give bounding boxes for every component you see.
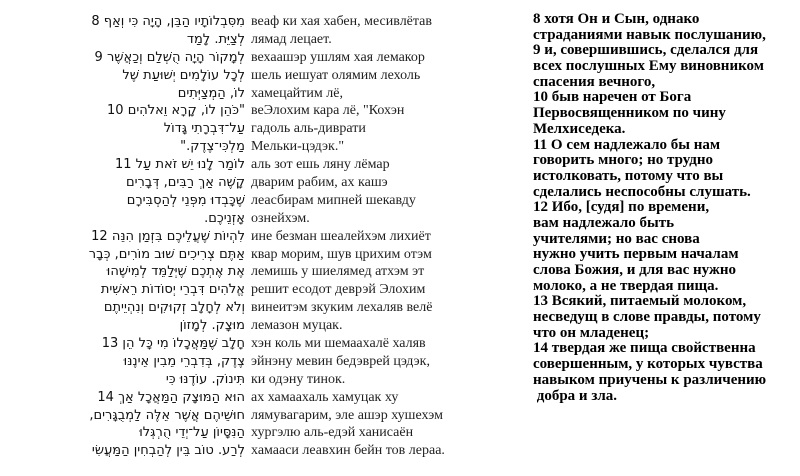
hebrew-line xyxy=(0,442,245,460)
russian-line: учителями; но вас снова xyxy=(533,230,700,247)
hebrew-word: 10 xyxy=(107,103,124,119)
hebrew-line xyxy=(0,174,245,192)
russian-line: 14 твердая же пища свойственна xyxy=(533,340,756,357)
hebrew-word: דְּבָרִים xyxy=(125,175,160,191)
russian-line: спасения вечного, xyxy=(533,73,656,90)
text-row xyxy=(0,371,530,389)
hebrew-word: שֶׁיְּלַמֵּד xyxy=(151,264,187,280)
hebrew-word: אַךְ xyxy=(118,389,134,405)
hebrew-word: וְאַף xyxy=(103,14,125,29)
hebrew-line xyxy=(0,317,245,335)
text-row xyxy=(0,49,530,67)
text-row xyxy=(0,156,530,174)
transliteration-line: лемишь у шиелямед атхэм эт xyxy=(251,264,425,280)
text-row xyxy=(0,389,530,407)
hebrew-word: קָשֶׁה xyxy=(218,175,245,191)
hebrew-word: בִּזְמַן xyxy=(138,228,163,244)
hebrew-word: מִי xyxy=(157,336,169,352)
text-row xyxy=(0,67,530,85)
text-row xyxy=(0,228,530,246)
russian-line: 13 Всякий, питаемый молоком, xyxy=(533,293,747,310)
hebrew-word: וְנִהְיֵיתֶם xyxy=(103,300,145,316)
hebrew-word: לְחָלָב xyxy=(190,300,222,316)
hebrew-word: לִהְיוֹת xyxy=(214,228,245,244)
hebrew-line xyxy=(0,246,245,264)
hebrew-word: 8 xyxy=(91,14,100,29)
hebrew-word: הַבֵּן, xyxy=(166,14,191,29)
transliteration-line: лямувагарим, эле ашэр хушехэм xyxy=(251,407,444,423)
hebrew-word: מִפְּנֵי xyxy=(181,192,207,208)
russian-line: 12 Ибо, [судя] по времени, xyxy=(533,199,710,216)
russian-line: Первосвященником по чину xyxy=(533,105,726,122)
hebrew-transliteration-section xyxy=(0,13,530,460)
hebrew-word: יְסוֹדוֹת xyxy=(141,282,176,298)
hebrew-word: אַךְ xyxy=(198,175,214,191)
hebrew-word: יְשׁוּעַת xyxy=(143,67,176,83)
russian-line: страданиями навык послушанию, xyxy=(533,26,766,43)
hebrew-line xyxy=(0,407,245,425)
transliteration-line: ознейхэм. xyxy=(251,210,310,226)
russian-line: истолковать, потому что вы xyxy=(533,167,724,184)
transliteration-line: квар морим, шув црихим отэм xyxy=(251,246,432,262)
hebrew-word: צֶדֶק, xyxy=(216,353,245,369)
transliteration-line: хамааси леавхин бейн тов лераа. xyxy=(251,443,445,459)
hebrew-word: לְהַבְחִין xyxy=(133,443,173,459)
transliteration-line: веЭлохим кара лё, "Кохэн xyxy=(251,103,405,119)
transliteration-line: Мельки-цэдэк." xyxy=(251,139,345,155)
hebrew-word: הֵן xyxy=(122,336,135,352)
hebrew-word: זְקוּקִים xyxy=(148,300,187,316)
text-row xyxy=(0,246,530,264)
text-row xyxy=(0,317,530,335)
russian-line: нужно учить первым началам xyxy=(533,246,739,263)
hebrew-line xyxy=(0,67,245,85)
text-row xyxy=(0,263,530,281)
russian-line: 10 быв наречен от Бога xyxy=(533,89,692,106)
hebrew-word: בֵּין xyxy=(176,443,191,459)
hebrew-word: לְכָל xyxy=(223,67,245,83)
transliteration-line: вехаашэр ушлям хая лемакор xyxy=(251,49,425,65)
hebrew-word: צְרִיכִים xyxy=(178,246,215,262)
hebrew-word: הַמַּאֲכָל xyxy=(137,389,179,405)
transliteration-line: леасбирам мипней шекавду xyxy=(251,192,416,208)
text-row xyxy=(0,281,530,299)
hebrew-word: אֱלֹהִים xyxy=(208,282,245,298)
hebrew-word: הַמַּעֲשִׂי xyxy=(91,443,130,459)
hebrew-line xyxy=(0,210,245,228)
hebrew-word: מוּצָק. xyxy=(211,318,245,334)
hebrew-line xyxy=(0,120,245,138)
russian-line: что он младенец; xyxy=(533,324,650,341)
russian-line: 9 и, совершившись, сделался для xyxy=(533,42,759,59)
hebrew-line xyxy=(0,13,245,31)
hebrew-line xyxy=(0,353,245,371)
hebrew-word: לְמָזוֹן xyxy=(179,318,208,334)
hebrew-word: הָיָה xyxy=(184,49,205,65)
russian-line: навыком приучены к различению xyxy=(533,371,767,388)
text-row xyxy=(0,31,530,49)
hebrew-word: לָנוּ xyxy=(197,157,214,173)
hebrew-line xyxy=(0,389,245,407)
hebrew-word: תִּינוֹק. xyxy=(211,371,245,387)
hebrew-word: הוּא xyxy=(224,389,245,405)
hebrew-word: לוֹ, xyxy=(200,103,216,119)
transliteration-line: шель иешуат олямим лехоль xyxy=(251,67,421,83)
text-row xyxy=(0,424,530,442)
text-row xyxy=(0,442,530,460)
transliteration-line: решит есодот деврэй Элохим xyxy=(251,282,426,298)
hebrew-word: אֲשֶׁר xyxy=(174,407,200,423)
hebrew-word: עַל־יְדֵי xyxy=(175,425,209,441)
hebrew-word: עַל־דִּבְרָתִי xyxy=(191,121,245,137)
hebrew-word: שֶׁכָּבְדוּ xyxy=(210,192,245,208)
hebrew-word: לַמְבֻגָּרִים, xyxy=(89,407,142,423)
hebrew-word: אֵינֶנּוּ xyxy=(123,353,150,369)
hebrew-word: לוֹמַר xyxy=(217,157,245,173)
hebrew-word: לְרַע. xyxy=(218,443,245,459)
hebrew-word: לְמָקוֹר xyxy=(208,49,245,65)
hebrew-line xyxy=(0,156,245,174)
hebrew-word: כִּי xyxy=(128,14,139,29)
transliteration-line: хургэлю аль-едэй ханисаён xyxy=(251,425,414,441)
russian-line: молоко, а не твердая пища. xyxy=(533,277,719,294)
hebrew-word: 14 xyxy=(97,389,114,405)
hebrew-word: 13 xyxy=(101,336,119,352)
russian-line: 11 О сем надлежало бы нам xyxy=(533,136,721,153)
russian-line: совершенным, у которых чувства xyxy=(533,356,763,373)
hebrew-line xyxy=(0,371,245,389)
hebrew-word: עוֹלָמִים xyxy=(179,67,220,83)
transliteration-line: дварим рабим, ах кашэ xyxy=(251,175,388,191)
text-row xyxy=(0,353,530,371)
hebrew-word: כִּי xyxy=(165,371,176,387)
russian-line: говорить много; но трудно xyxy=(533,152,714,169)
text-row xyxy=(0,299,530,317)
transliteration-line: гадоль аль-диврати xyxy=(251,121,366,137)
hebrew-word: יֵשׁ xyxy=(181,157,194,173)
russian-line: Мелхиседека. xyxy=(533,120,626,137)
hebrew-word: מֵבִין xyxy=(153,353,177,369)
hebrew-word: אַתֶּם xyxy=(219,246,245,262)
hebrew-word: שֶׁל xyxy=(122,67,140,83)
transliteration-line: ки одэну тинок. xyxy=(251,371,346,387)
hebrew-word: טוֹב xyxy=(194,443,214,459)
hebrew-word: וְלֹא xyxy=(225,300,245,316)
hebrew-word: כְּבָר xyxy=(88,246,111,262)
hebrew-word: אֶת xyxy=(227,264,245,280)
russian-line: вам надлежало быть xyxy=(533,214,675,231)
hebrew-word: 9 xyxy=(94,49,103,65)
text-row xyxy=(0,174,530,192)
hebrew-word: אֵלֶּה xyxy=(145,407,171,423)
hebrew-word: הֻרְגְּלוּ xyxy=(139,425,172,441)
hebrew-word: שׁוּב xyxy=(154,246,175,262)
transliteration-line: ине безман шеалейхэм лихиёт xyxy=(251,228,431,244)
hebrew-word: הַנִּסָּיוֹן xyxy=(212,425,245,441)
hebrew-word: הַמּוּצָק xyxy=(182,389,221,405)
transliteration-line: лемазон муцак. xyxy=(251,318,343,334)
text-row xyxy=(0,13,530,31)
russian-line: 8 хотя Он и Сын, однако xyxy=(533,11,700,27)
transliteration-line: эйнэну мевин бедэврей цэдэк, xyxy=(251,353,430,369)
russian-line: всех послушных Ему виновником xyxy=(533,58,764,75)
text-row xyxy=(0,102,530,120)
hebrew-word: "כֹּהֵן xyxy=(220,103,245,119)
text-row xyxy=(0,138,530,156)
text-row xyxy=(0,335,530,353)
hebrew-line xyxy=(0,138,245,156)
hebrew-word: מוֹרִים, xyxy=(114,246,151,262)
hebrew-line xyxy=(0,335,245,353)
hebrew-word: גָּדוֹל xyxy=(163,121,188,137)
hebrew-word: וֵאלֹהִים xyxy=(127,103,168,119)
hebrew-word: 11 xyxy=(114,157,132,173)
transliteration-line: аль зот ешь ляну лёмар xyxy=(251,157,390,173)
transliteration-line: хамецайтим лё, xyxy=(251,85,343,101)
hebrew-word: לוֹ, xyxy=(229,85,245,101)
hebrew-word: הִנֵּה xyxy=(111,228,135,244)
hebrew-line xyxy=(0,299,245,317)
transliteration-line: винеитэм зкуким лехаляв велё xyxy=(251,300,433,316)
russian-line: несведущ в слове правды, потому xyxy=(533,309,761,326)
hebrew-line xyxy=(0,263,245,281)
hebrew-word: לְמִישֶׁהוּ xyxy=(106,264,148,280)
hebrew-line xyxy=(0,424,245,442)
hebrew-word: לָמַד xyxy=(186,31,211,47)
hebrew-word: הַמְצַיְּתִים xyxy=(177,85,226,101)
hebrew-word: אָזְנֵיכֶם. xyxy=(204,210,245,226)
hebrew-word: רַבִּים, xyxy=(163,175,195,191)
hebrew-word: עַל xyxy=(135,157,152,173)
text-row xyxy=(0,210,530,228)
hebrew-word: עוֹדֶנּוּ xyxy=(179,371,208,387)
russian-translation-column xyxy=(533,12,799,404)
transliteration-line: лямад лецает. xyxy=(251,31,332,47)
hebrew-word: מִסִּבְלוֹתָיו xyxy=(194,14,245,29)
hebrew-line xyxy=(0,281,245,299)
hebrew-word: דִּבְרֵי xyxy=(179,282,205,298)
hebrew-word: הֻשְׁלַם xyxy=(146,49,181,65)
hebrew-word: 12 xyxy=(91,228,108,244)
text-row xyxy=(0,192,530,210)
hebrew-line xyxy=(0,228,245,246)
hebrew-word: כָּל xyxy=(138,336,153,352)
transliteration-line: веаф ки хая хабен, месивлётав xyxy=(251,14,433,29)
hebrew-word: חוּשֵׁיהֶם xyxy=(203,407,245,423)
hebrew-word: רֵאשִׁית xyxy=(100,282,138,298)
hebrew-line xyxy=(0,192,245,210)
russian-line: сделались неспособны слушать. xyxy=(533,183,751,200)
hebrew-word: לְצַיֵּת. xyxy=(214,31,245,47)
hebrew-word: זֹאת xyxy=(155,157,178,173)
russian-line: слова Божия, и для вас нужно xyxy=(533,262,736,278)
text-row xyxy=(0,120,530,138)
text-row xyxy=(0,85,530,103)
hebrew-line xyxy=(0,31,245,49)
hebrew-line xyxy=(0,85,245,103)
russian-line: добра и зла. xyxy=(533,387,618,404)
hebrew-word: וְכַאֲשֶׁר xyxy=(106,49,143,65)
hebrew-word: שֶׁמַּאֲכָלוֹ xyxy=(172,336,218,352)
hebrew-word: מַלְכִּי־צֶדֶק." xyxy=(180,139,245,155)
hebrew-word: לְהַסְבִּירָם xyxy=(126,192,178,208)
text-row xyxy=(0,407,530,425)
transliteration-line: хэн коль ми шемаахалё халяв xyxy=(251,336,426,352)
hebrew-word: חָלָב xyxy=(221,336,245,352)
hebrew-word: אֶתְכֶם xyxy=(190,264,224,280)
hebrew-word: בְּדִבְרֵי xyxy=(180,353,213,369)
hebrew-line xyxy=(0,102,245,120)
transliteration-line: ах хамаахаль хамуцак ху xyxy=(251,389,399,405)
hebrew-word: הָיָה xyxy=(142,14,163,29)
hebrew-line xyxy=(0,49,245,67)
hebrew-word: קָרָא xyxy=(171,103,197,119)
hebrew-word: שֶׁעֲלֵיכֶם xyxy=(166,228,210,244)
